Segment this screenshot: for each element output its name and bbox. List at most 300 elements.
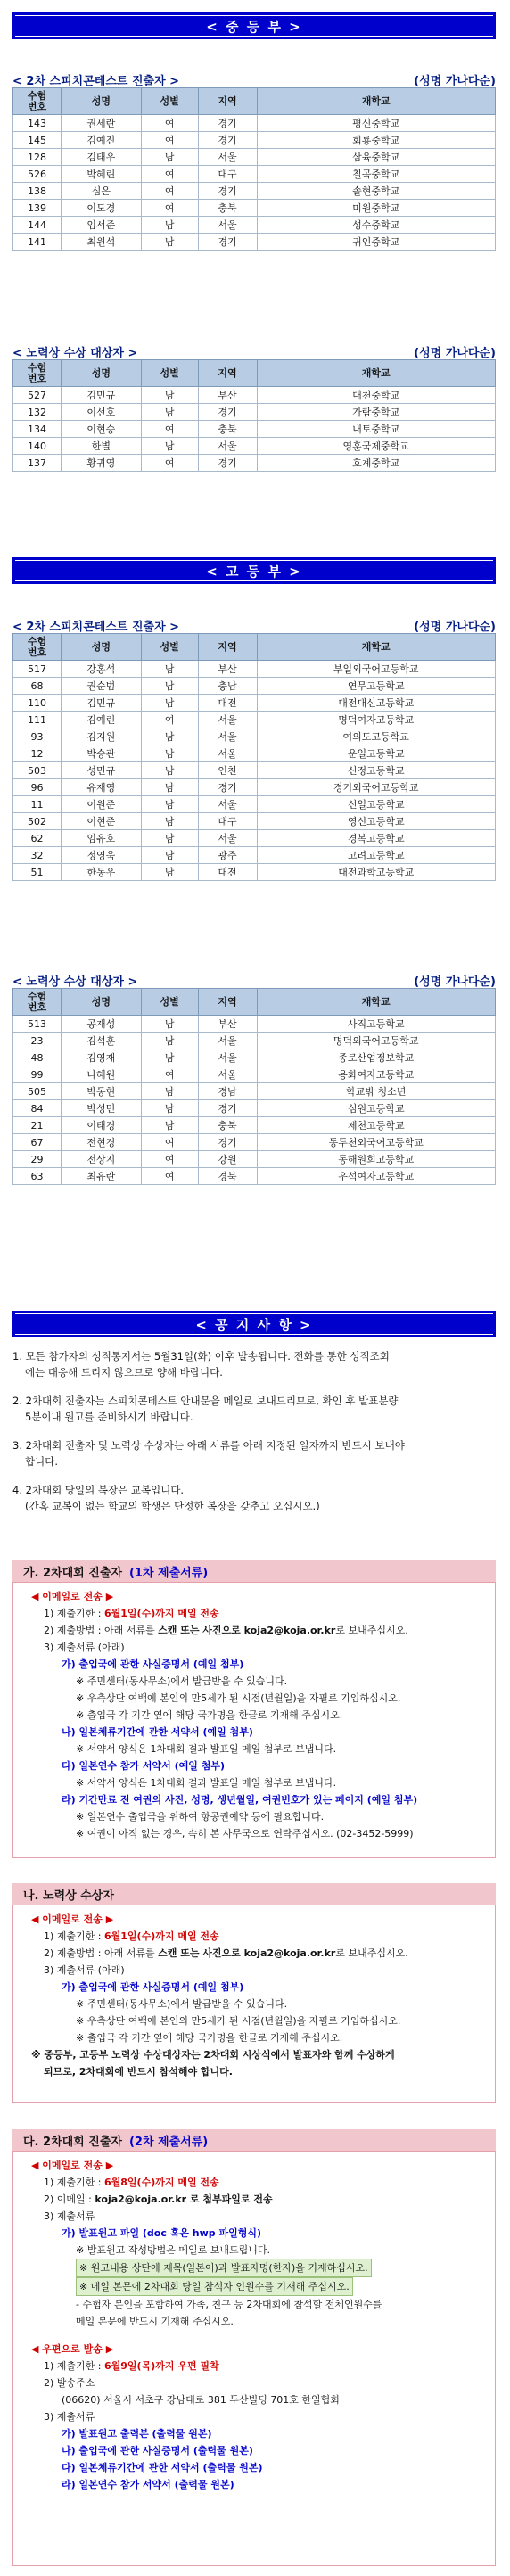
- column-header: 성명: [61, 360, 141, 387]
- line-text: ※ 중등부, 고등부 노력상 수상대상자는 2차대회 시상식에서 발표자와 함께 수상하게: [31, 2049, 395, 2061]
- table-row: [13, 200, 496, 217]
- table-cell: 용화여자고등학교: [257, 1066, 496, 1083]
- table-cell: 서울: [198, 149, 257, 166]
- table-cell: 남: [141, 813, 198, 830]
- notice-line: [22, 1825, 486, 1842]
- line-text: 2) 제출방법 : 아래 서류를: [44, 1625, 159, 1636]
- table-cell: 충북: [198, 421, 257, 438]
- table-cell: 남: [141, 234, 198, 251]
- table-cell: 김민규: [61, 695, 141, 712]
- notice-line: [22, 2029, 486, 2046]
- table-row: [13, 1100, 496, 1117]
- table-cell: 139: [13, 200, 62, 217]
- table-row: [13, 1066, 496, 1083]
- table-cell: 강원: [198, 1151, 257, 1168]
- table-cell: 대구: [198, 813, 257, 830]
- table-cell: 110: [13, 695, 62, 712]
- table-cell: 미원중학교: [257, 200, 496, 217]
- table-cell: 경기: [198, 1134, 257, 1151]
- line-text: 다) 일본체류기간에 관한 서약서 (출력물 원본): [62, 2462, 263, 2473]
- table-cell: 김예진: [61, 132, 141, 149]
- line-text: ※ 일본연수 출입국을 위하여 항공권예약 등에 필요합니다.: [76, 1811, 325, 1823]
- line-text: 3) 제출서류: [44, 2411, 95, 2423]
- table-cell: 귀인중학교: [257, 234, 496, 251]
- table-cell: 경북: [198, 1168, 257, 1185]
- notice-item: 2. 2차대회 진출자는 스피치콘테스트 안내문을 메일로 보내드리므로, 확인 후 발표분량: [12, 1395, 399, 1407]
- table-cell: 황귀영: [61, 455, 141, 472]
- table-cell: 서울: [198, 217, 257, 234]
- table-cell: 여: [141, 712, 198, 728]
- table-cell: 남: [141, 745, 198, 762]
- line-text: ※ 여권이 아직 없는 경우, 속히 본 사무국으로 연락주십시오. (02-3452-5999): [76, 1828, 414, 1839]
- table-cell: 남: [141, 1117, 198, 1134]
- table-cell: 96: [13, 779, 62, 796]
- notice-line: [22, 2425, 486, 2442]
- table-cell: 남: [141, 762, 198, 779]
- high-banner: < 고 등 부 >: [12, 557, 496, 584]
- table-row: [13, 728, 496, 745]
- table-cell: 서울: [198, 712, 257, 728]
- box1-header: 가. 2차대회 진출자 (1차 제출서류): [12, 1560, 496, 1582]
- table-row: [13, 217, 496, 234]
- notice-item: (간혹 교복이 없는 학교의 학생은 단정한 복장을 갖추고 오십시오.): [25, 1500, 320, 1512]
- line-text: 가) 발표원고 출력본 (출력물 원본): [62, 2428, 212, 2440]
- column-header: 성명: [61, 88, 141, 115]
- table-cell: 유재영: [61, 779, 141, 796]
- table-cell: 박동현: [61, 1083, 141, 1100]
- column-header: 수험 번호: [13, 989, 62, 1016]
- line-text: (06620) 서울시 서초구 강남대로 381 두산빌딩 701호 한일협회: [62, 2394, 340, 2406]
- notice-line: [22, 2242, 486, 2259]
- table-cell: 남: [141, 217, 198, 234]
- table-row: [13, 864, 496, 881]
- table-cell: 성민규: [61, 762, 141, 779]
- notice-line: [22, 2012, 486, 2029]
- table-cell: 경기: [198, 455, 257, 472]
- table-cell: 공재성: [61, 1016, 141, 1033]
- table-cell: 503: [13, 762, 62, 779]
- line-text: 라) 기간만료 전 여권의 사진, 성명, 생년월일, 여권번호가 있는 페이지 (예일 첨부): [62, 1794, 418, 1806]
- table-row: [13, 1134, 496, 1151]
- table-cell: 나혜원: [61, 1066, 141, 1083]
- table-cell: 박승관: [61, 745, 141, 762]
- table-cell: 김예린: [61, 712, 141, 728]
- table-cell: 517: [13, 661, 62, 678]
- table-cell: 대전: [198, 695, 257, 712]
- table-cell: 한동우: [61, 864, 141, 881]
- table-row: [13, 1016, 496, 1033]
- line-text: ※ 메일 본문에 2차대회 당일 참석자 인원수를 기재해 주십시오.: [76, 2277, 353, 2296]
- table-cell: 이현준: [61, 813, 141, 830]
- table-row: [13, 678, 496, 695]
- table-cell: 111: [13, 712, 62, 728]
- table-cell: 경남: [198, 1083, 257, 1100]
- table-row: [13, 745, 496, 762]
- table-cell: 서울: [198, 1066, 257, 1083]
- table-cell: 남: [141, 847, 198, 864]
- notice-line: [22, 2259, 486, 2277]
- table-cell: 동해원희고등학교: [257, 1151, 496, 1168]
- table-row: [13, 115, 496, 132]
- line-text: - 수험자 본인을 포함하여 가족, 친구 등 2차대회에 참석할 전체인원수를: [76, 2299, 382, 2310]
- table-cell: 부일외국어고등학교: [257, 661, 496, 678]
- table-cell: 여의도고등학교: [257, 728, 496, 745]
- table-row: [13, 712, 496, 728]
- line-text: 가) 발표원고 파일 (doc 혹은 hwp 파일형식): [62, 2227, 262, 2239]
- table-row: [13, 387, 496, 404]
- notice-line: [22, 1774, 486, 1791]
- table-cell: 우석여자고등학교: [257, 1168, 496, 1185]
- line-text: 2) 이메일 :: [44, 2193, 95, 2205]
- box2-header: 나. 노력상 수상자: [12, 1883, 496, 1905]
- line-text: ※ 발표원고 작성방법은 메일로 보내드립니다.: [76, 2244, 270, 2256]
- table-row: [13, 438, 496, 455]
- notice-line: [22, 2408, 486, 2425]
- notice-list: [12, 1348, 496, 1514]
- table-cell: 칠곡중학교: [257, 166, 496, 183]
- table-cell: 여: [141, 1134, 198, 1151]
- table-cell: 141: [13, 234, 62, 251]
- table-row: [13, 234, 496, 251]
- notice-line: [22, 2277, 486, 2296]
- table-cell: 권순범: [61, 678, 141, 695]
- column-header: 수험 번호: [13, 360, 62, 387]
- notice-item: 1. 모든 참가자의 성적통지서는 5월31일(화) 이후 발송됩니다. 전화를 통한 성적조회: [12, 1350, 390, 1362]
- table-cell: 부산: [198, 661, 257, 678]
- table-cell: 남: [141, 728, 198, 745]
- table-cell: 김태우: [61, 149, 141, 166]
- table-cell: 145: [13, 132, 62, 149]
- table-cell: 513: [13, 1016, 62, 1033]
- table-cell: 남: [141, 864, 198, 881]
- column-header: 재학교: [257, 360, 496, 387]
- table-cell: 전상지: [61, 1151, 141, 1168]
- table-cell: 남: [141, 387, 198, 404]
- table-cell: 128: [13, 149, 62, 166]
- line-text: ※ 원고내용 상단에 제목(일본어)과 발표자명(한자)을 기재하십시오.: [76, 2259, 372, 2277]
- table-cell: 144: [13, 217, 62, 234]
- table-cell: 영훈국제중학교: [257, 438, 496, 455]
- table-cell: 명덕여자고등학교: [257, 712, 496, 728]
- notice-line: [22, 2174, 486, 2191]
- line-text: 나) 일본체류기간에 관한 서약서 (예일 첨부): [62, 1726, 253, 1738]
- notice-line: [22, 1639, 486, 1656]
- table-cell: 남: [141, 830, 198, 847]
- table-cell: 140: [13, 438, 62, 455]
- table-row: [13, 661, 496, 678]
- table-cell: 143: [13, 115, 62, 132]
- table-row: [13, 847, 496, 864]
- table-cell: 학교밖 청소년: [257, 1083, 496, 1100]
- notice-line: [22, 1808, 486, 1825]
- table-cell: 여: [141, 115, 198, 132]
- table-cell: 93: [13, 728, 62, 745]
- table-cell: 부산: [198, 1016, 257, 1033]
- table-cell: 김석훈: [61, 1033, 141, 1049]
- table-cell: 대전대신고등학교: [257, 695, 496, 712]
- table-cell: 이도경: [61, 200, 141, 217]
- line-text: 라) 일본연수 참가 서약서 (출력물 원본): [62, 2479, 234, 2490]
- line-text: 6월8일(수)까지 메일 전송: [104, 2177, 219, 2188]
- table-cell: 여: [141, 132, 198, 149]
- table-cell: 서울: [198, 745, 257, 762]
- table-cell: 남: [141, 678, 198, 695]
- notice-line: [22, 2063, 486, 2080]
- table-cell: 21: [13, 1117, 62, 1134]
- high-speech-table: [12, 633, 496, 881]
- table-row: [13, 404, 496, 421]
- table-cell: 남: [141, 796, 198, 813]
- table-row: [13, 1083, 496, 1100]
- table-row: [13, 1117, 496, 1134]
- notice-line: [22, 1707, 486, 1724]
- notice-line: [22, 1962, 486, 1979]
- table-cell: 충북: [198, 1117, 257, 1134]
- line-text: 스캔 또는 사진으로 koja2@koja.or.kr: [158, 1947, 336, 1959]
- table-cell: 전현경: [61, 1134, 141, 1151]
- table-cell: 이태경: [61, 1117, 141, 1134]
- table-cell: 정영욱: [61, 847, 141, 864]
- line-text: koja2@koja.or.kr 로 첨부파일로 전송: [95, 2193, 273, 2205]
- table-cell: 경기: [198, 404, 257, 421]
- table-cell: 여: [141, 421, 198, 438]
- column-header: 성명: [61, 634, 141, 661]
- notice-line: [22, 1724, 486, 1741]
- table-cell: 남: [141, 1083, 198, 1100]
- table-cell: 인천: [198, 762, 257, 779]
- line-text: 6월9일(목)까지 우편 필착: [104, 2360, 219, 2372]
- column-header: 지역: [198, 989, 257, 1016]
- table-cell: 경복고등학교: [257, 830, 496, 847]
- table-row: [13, 132, 496, 149]
- notice-item: 4. 2차대회 당일의 복장은 교복입니다.: [12, 1484, 185, 1496]
- column-header: 지역: [198, 634, 257, 661]
- table-cell: 경기: [198, 115, 257, 132]
- table-cell: 84: [13, 1100, 62, 1117]
- table-cell: 여: [141, 1151, 198, 1168]
- table-cell: 대천중학교: [257, 387, 496, 404]
- table-cell: 서울: [198, 830, 257, 847]
- line-text: 2) 발송주소: [44, 2377, 95, 2389]
- table-row: [13, 149, 496, 166]
- box1-method: ◀ 이메일로 전송 ▶: [31, 1591, 114, 1602]
- notice-item: 에는 대응해 드리지 않으므로 양해 바랍니다.: [25, 1366, 223, 1379]
- table-cell: 48: [13, 1049, 62, 1066]
- table-cell: 대전과학고등학교: [257, 864, 496, 881]
- line-text: ※ 출입국 각 기간 옆에 해당 국가명을 한글로 기재해 주십시오.: [76, 1709, 343, 1721]
- line-text: ※ 서약서 양식은 1차대회 결과 발표일 메일 첨부로 보냅니다.: [76, 1777, 337, 1789]
- column-header: 성별: [141, 88, 198, 115]
- table-cell: 132: [13, 404, 62, 421]
- notice-line: [22, 2459, 486, 2476]
- notice-line: [22, 1757, 486, 1774]
- table-row: [13, 813, 496, 830]
- table-cell: 29: [13, 1151, 62, 1168]
- line-text: 3) 제출서류 (아래): [44, 1964, 125, 1976]
- table-cell: 502: [13, 813, 62, 830]
- table-cell: 임서준: [61, 217, 141, 234]
- notice-line: [22, 1791, 486, 1808]
- table-cell: 이원준: [61, 796, 141, 813]
- middle-effort-table: [12, 359, 496, 472]
- table-row: [13, 1033, 496, 1049]
- table-cell: 호계중학교: [257, 455, 496, 472]
- column-header: 재학교: [257, 634, 496, 661]
- table-cell: 충북: [198, 200, 257, 217]
- table-row: [13, 1151, 496, 1168]
- box3-method-email: ◀ 이메일로 전송 ▶: [31, 2160, 114, 2171]
- table-cell: 김지원: [61, 728, 141, 745]
- table-cell: 여: [141, 455, 198, 472]
- table-cell: 67: [13, 1134, 62, 1151]
- table-cell: 526: [13, 166, 62, 183]
- line-text: 1) 제출기한 :: [44, 2177, 104, 2188]
- middle-effort-title: < 노력상 수상 대상자 > (성명 가나다순): [12, 347, 496, 360]
- table-cell: 내토중학교: [257, 421, 496, 438]
- table-cell: 임유호: [61, 830, 141, 847]
- table-cell: 경기: [198, 1100, 257, 1117]
- table-cell: 경기: [198, 183, 257, 200]
- table-cell: 명덕외국어고등학교: [257, 1033, 496, 1049]
- table-cell: 경기: [198, 132, 257, 149]
- column-header: 수험 번호: [13, 634, 62, 661]
- notice-line: [22, 2476, 486, 2493]
- notice-line: [22, 2046, 486, 2063]
- table-cell: 여: [141, 1168, 198, 1185]
- table-cell: 연무고등학교: [257, 678, 496, 695]
- high-effort-title: < 노력상 수상 대상자 > (성명 가나다순): [12, 975, 496, 989]
- notice-line: [22, 2191, 486, 2208]
- table-cell: 남: [141, 438, 198, 455]
- table-cell: 서울: [198, 438, 257, 455]
- box3-header: 다. 2차대회 진출자 (2차 제출서류): [12, 2129, 496, 2151]
- table-cell: 138: [13, 183, 62, 200]
- table-cell: 동두천외국어고등학교: [257, 1134, 496, 1151]
- table-cell: 종로산업정보학교: [257, 1049, 496, 1066]
- table-cell: 부산: [198, 387, 257, 404]
- notice-line: [22, 2225, 486, 2242]
- line-text: 메일 본문에 반드시 기재해 주십시오.: [76, 2316, 234, 2327]
- middle-speech-title: < 2차 스피치콘테스트 진출자 > (성명 가나다순): [12, 75, 496, 88]
- table-cell: 남: [141, 779, 198, 796]
- notice-line: [22, 2208, 486, 2225]
- notice-item: 3. 2차대회 진출자 및 노력상 수상자는 아래 서류를 아래 지정된 일자까지 반드시 보내야: [12, 1439, 405, 1452]
- notice-line: [22, 2296, 486, 2313]
- table-row: [13, 779, 496, 796]
- table-cell: 여: [141, 200, 198, 217]
- table-cell: 남: [141, 1049, 198, 1066]
- table-cell: 남: [141, 1016, 198, 1033]
- table-cell: 김영재: [61, 1049, 141, 1066]
- notice-line: [22, 1605, 486, 1622]
- table-cell: 이현승: [61, 421, 141, 438]
- table-row: [13, 455, 496, 472]
- notice-line: [22, 2442, 486, 2459]
- line-text: 다) 일본연수 참가 서약서 (예일 첨부): [62, 1760, 225, 1772]
- table-cell: 137: [13, 455, 62, 472]
- table-cell: 신정고등학교: [257, 762, 496, 779]
- box2-body: [12, 1905, 496, 2103]
- column-header: 지역: [198, 88, 257, 115]
- table-row: [13, 421, 496, 438]
- table-row: [13, 1168, 496, 1185]
- table-cell: 527: [13, 387, 62, 404]
- notice-line: [22, 1690, 486, 1707]
- high-effort-table: [12, 988, 496, 1185]
- line-text: 6월1일(수)까지 메일 전송: [104, 1608, 219, 1619]
- table-cell: 62: [13, 830, 62, 847]
- line-text: 1) 제출기한 :: [44, 1930, 104, 1942]
- table-cell: 경기: [198, 779, 257, 796]
- line-text: ※ 출입국 각 기간 옆에 해당 국가명을 한글로 기재해 주십시오.: [76, 2032, 343, 2044]
- table-cell: 영신고등학교: [257, 813, 496, 830]
- table-cell: 남: [141, 404, 198, 421]
- column-header: 성별: [141, 360, 198, 387]
- line-text: 3) 제출서류 (아래): [44, 1642, 125, 1653]
- column-header: 성별: [141, 989, 198, 1016]
- table-cell: 성수중학교: [257, 217, 496, 234]
- table-cell: 99: [13, 1066, 62, 1083]
- line-text: 되므로, 2차대회에 반드시 참석해야 합니다.: [44, 2066, 233, 2078]
- table-cell: 강홍석: [61, 661, 141, 678]
- table-cell: 23: [13, 1033, 62, 1049]
- table-row: [13, 183, 496, 200]
- table-row: [13, 796, 496, 813]
- box1-body: [12, 1582, 496, 1858]
- table-cell: 남: [141, 661, 198, 678]
- box2-method: ◀ 이메일로 전송 ▶: [31, 1913, 114, 1925]
- table-cell: 대전: [198, 864, 257, 881]
- table-cell: 63: [13, 1168, 62, 1185]
- line-text: ※ 주민센터(동사무소)에서 발급받을 수 있습니다.: [76, 1998, 288, 2010]
- table-row: [13, 830, 496, 847]
- table-cell: 신일고등학교: [257, 796, 496, 813]
- table-cell: 서울: [198, 728, 257, 745]
- column-header: 재학교: [257, 88, 496, 115]
- notice-line: [22, 2391, 486, 2408]
- notice-line: [22, 2374, 486, 2391]
- table-cell: 솔현중학교: [257, 183, 496, 200]
- table-cell: 남: [141, 149, 198, 166]
- column-header: 수험 번호: [13, 88, 62, 115]
- table-cell: 충남: [198, 678, 257, 695]
- notice-line: [22, 1741, 486, 1757]
- notice-line: [22, 1656, 486, 1673]
- table-cell: 68: [13, 678, 62, 695]
- notice-line: [22, 1673, 486, 1690]
- table-row: [13, 1049, 496, 1066]
- notice-line: [22, 1979, 486, 1996]
- line-text: ※ 서약서 양식은 1차대회 결과 발표일 메일 첨부로 보냅니다.: [76, 1743, 337, 1755]
- line-text: 나) 출입국에 관한 사실증명서 (출력물 원본): [62, 2445, 253, 2457]
- notice-line: [22, 1996, 486, 2012]
- table-cell: 권세란: [61, 115, 141, 132]
- table-row: [13, 695, 496, 712]
- table-cell: 경기외국어고등학교: [257, 779, 496, 796]
- line-text: 로 보내주십시오.: [335, 1625, 408, 1636]
- table-cell: 회룡중학교: [257, 132, 496, 149]
- table-cell: 사직고등학교: [257, 1016, 496, 1033]
- column-header: 성별: [141, 634, 198, 661]
- box3-method-post: ◀ 우편으로 발송 ▶: [31, 2343, 114, 2355]
- line-text: 가) 출입국에 관한 사실증명서 (예일 첨부): [62, 1658, 244, 1670]
- line-text: ※ 우측상단 여백에 본인의 만5세가 된 시점(년월일)을 자필로 기입하십시오.: [76, 1692, 401, 1704]
- line-text: 2) 제출방법 : 아래 서류를: [44, 1947, 159, 1959]
- column-header: 재학교: [257, 989, 496, 1016]
- table-cell: 삼육중학교: [257, 149, 496, 166]
- table-cell: 고려고등학교: [257, 847, 496, 864]
- table-cell: 가람중학교: [257, 404, 496, 421]
